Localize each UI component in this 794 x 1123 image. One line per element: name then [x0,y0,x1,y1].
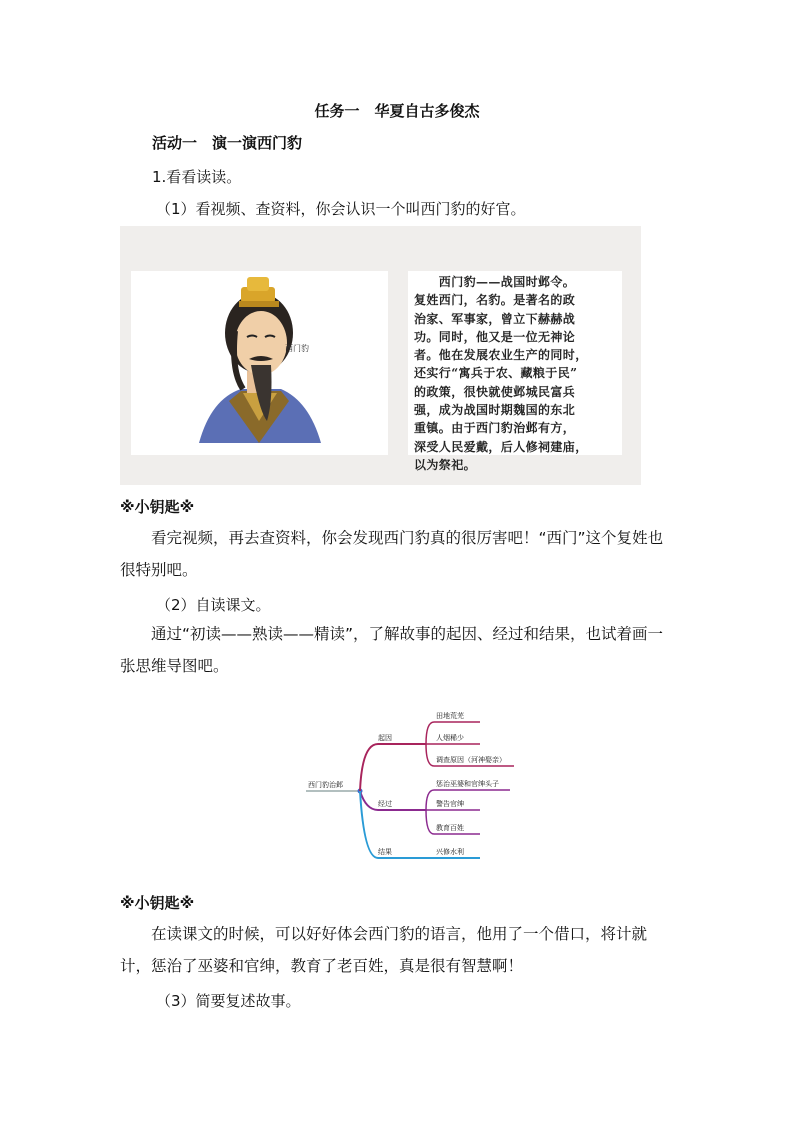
mindmap-leaf: 田地荒芜 [436,712,464,720]
bio-line: 功。同时，他又是一位无神论 [414,329,576,344]
mindmap-leaf: 警告官绅 [436,800,464,808]
bio-line: 还实行“寓兵于农、藏粮于民” [414,366,578,381]
mindmap-leaf: 人烟稀少 [436,734,464,742]
page-title: 任务一 华夏自古多俊杰 [314,102,480,120]
mindmap-branch-process: 经过 [378,800,392,808]
mindmap-leaf: 调查原因（河神娶亲） [436,756,506,764]
mindmap-leaf: 教育百姓 [436,824,464,832]
bio-line: 深受人民爱戴，后人修祠建庙， [414,439,588,454]
portrait-label: 西门豹 [285,344,309,353]
bio-line: 强，成为战国时期魏国的东北 [414,403,576,418]
mind-map [300,702,520,870]
ximen-bao-bio [408,271,622,472]
bio-line: 复姓西门，名豹。是著名的政 [414,293,576,308]
bio-line: 治家、军事家，曾立下赫赫战 [414,311,576,326]
ximen-bao-figure [120,226,641,485]
mindmap-instruction: 通过“初读——熟读——精读”，了解故事的起因、经过和结果，也试着画一张思维导图吧。 [120,625,664,675]
item-retell: （3）简要复述故事。 [156,992,301,1010]
key-tip-heading-2: ※小钥匙※ [120,894,195,912]
key-tip-heading-1: ※小钥匙※ [120,498,195,516]
bio-line: 以为祭祀。 [414,457,477,472]
mindmap-leaf: 惩治巫婆和官绅头子 [436,780,499,788]
portrait-illustration [131,271,388,455]
activity-heading: 活动一 演一演西门豹 [152,134,303,152]
mindmap-leaf: 兴修水利 [436,848,464,856]
item-look-read: 1.看看读读。 [152,168,242,186]
mindmap-branch-cause: 起因 [378,734,392,742]
bio-line: 西门豹——战国时邺令。 [414,275,576,289]
bio-line: 的政策，很快就使邺城民富兵 [414,384,576,399]
ximen-bao-portrait [131,271,388,455]
mindmap-root: 西门豹治邺 [308,781,343,789]
key-tip-text-2: 在读课文的时候，可以好好体会西门豹的语言，他用了一个借口，将计就计，惩治了巫婆和官绅，教育了老百姓，真是很有智慧啊！ [120,925,648,975]
item-self-read: （2）自读课文。 [156,596,271,614]
item-watch-video: （1）看视频、查资料，你会认识一个叫西门豹的好官。 [156,200,526,218]
mindmap-branch-result: 结果 [378,848,392,856]
bio-line: 重镇。由于西门豹治邺有方， [414,421,576,436]
bio-line: 者。他在发展农业生产的同时， [414,348,588,363]
key-tip-text-1: 看完视频，再去查资料，你会发现西门豹真的很厉害吧！“西门”这个复姓也很特别吧。 [120,529,664,579]
